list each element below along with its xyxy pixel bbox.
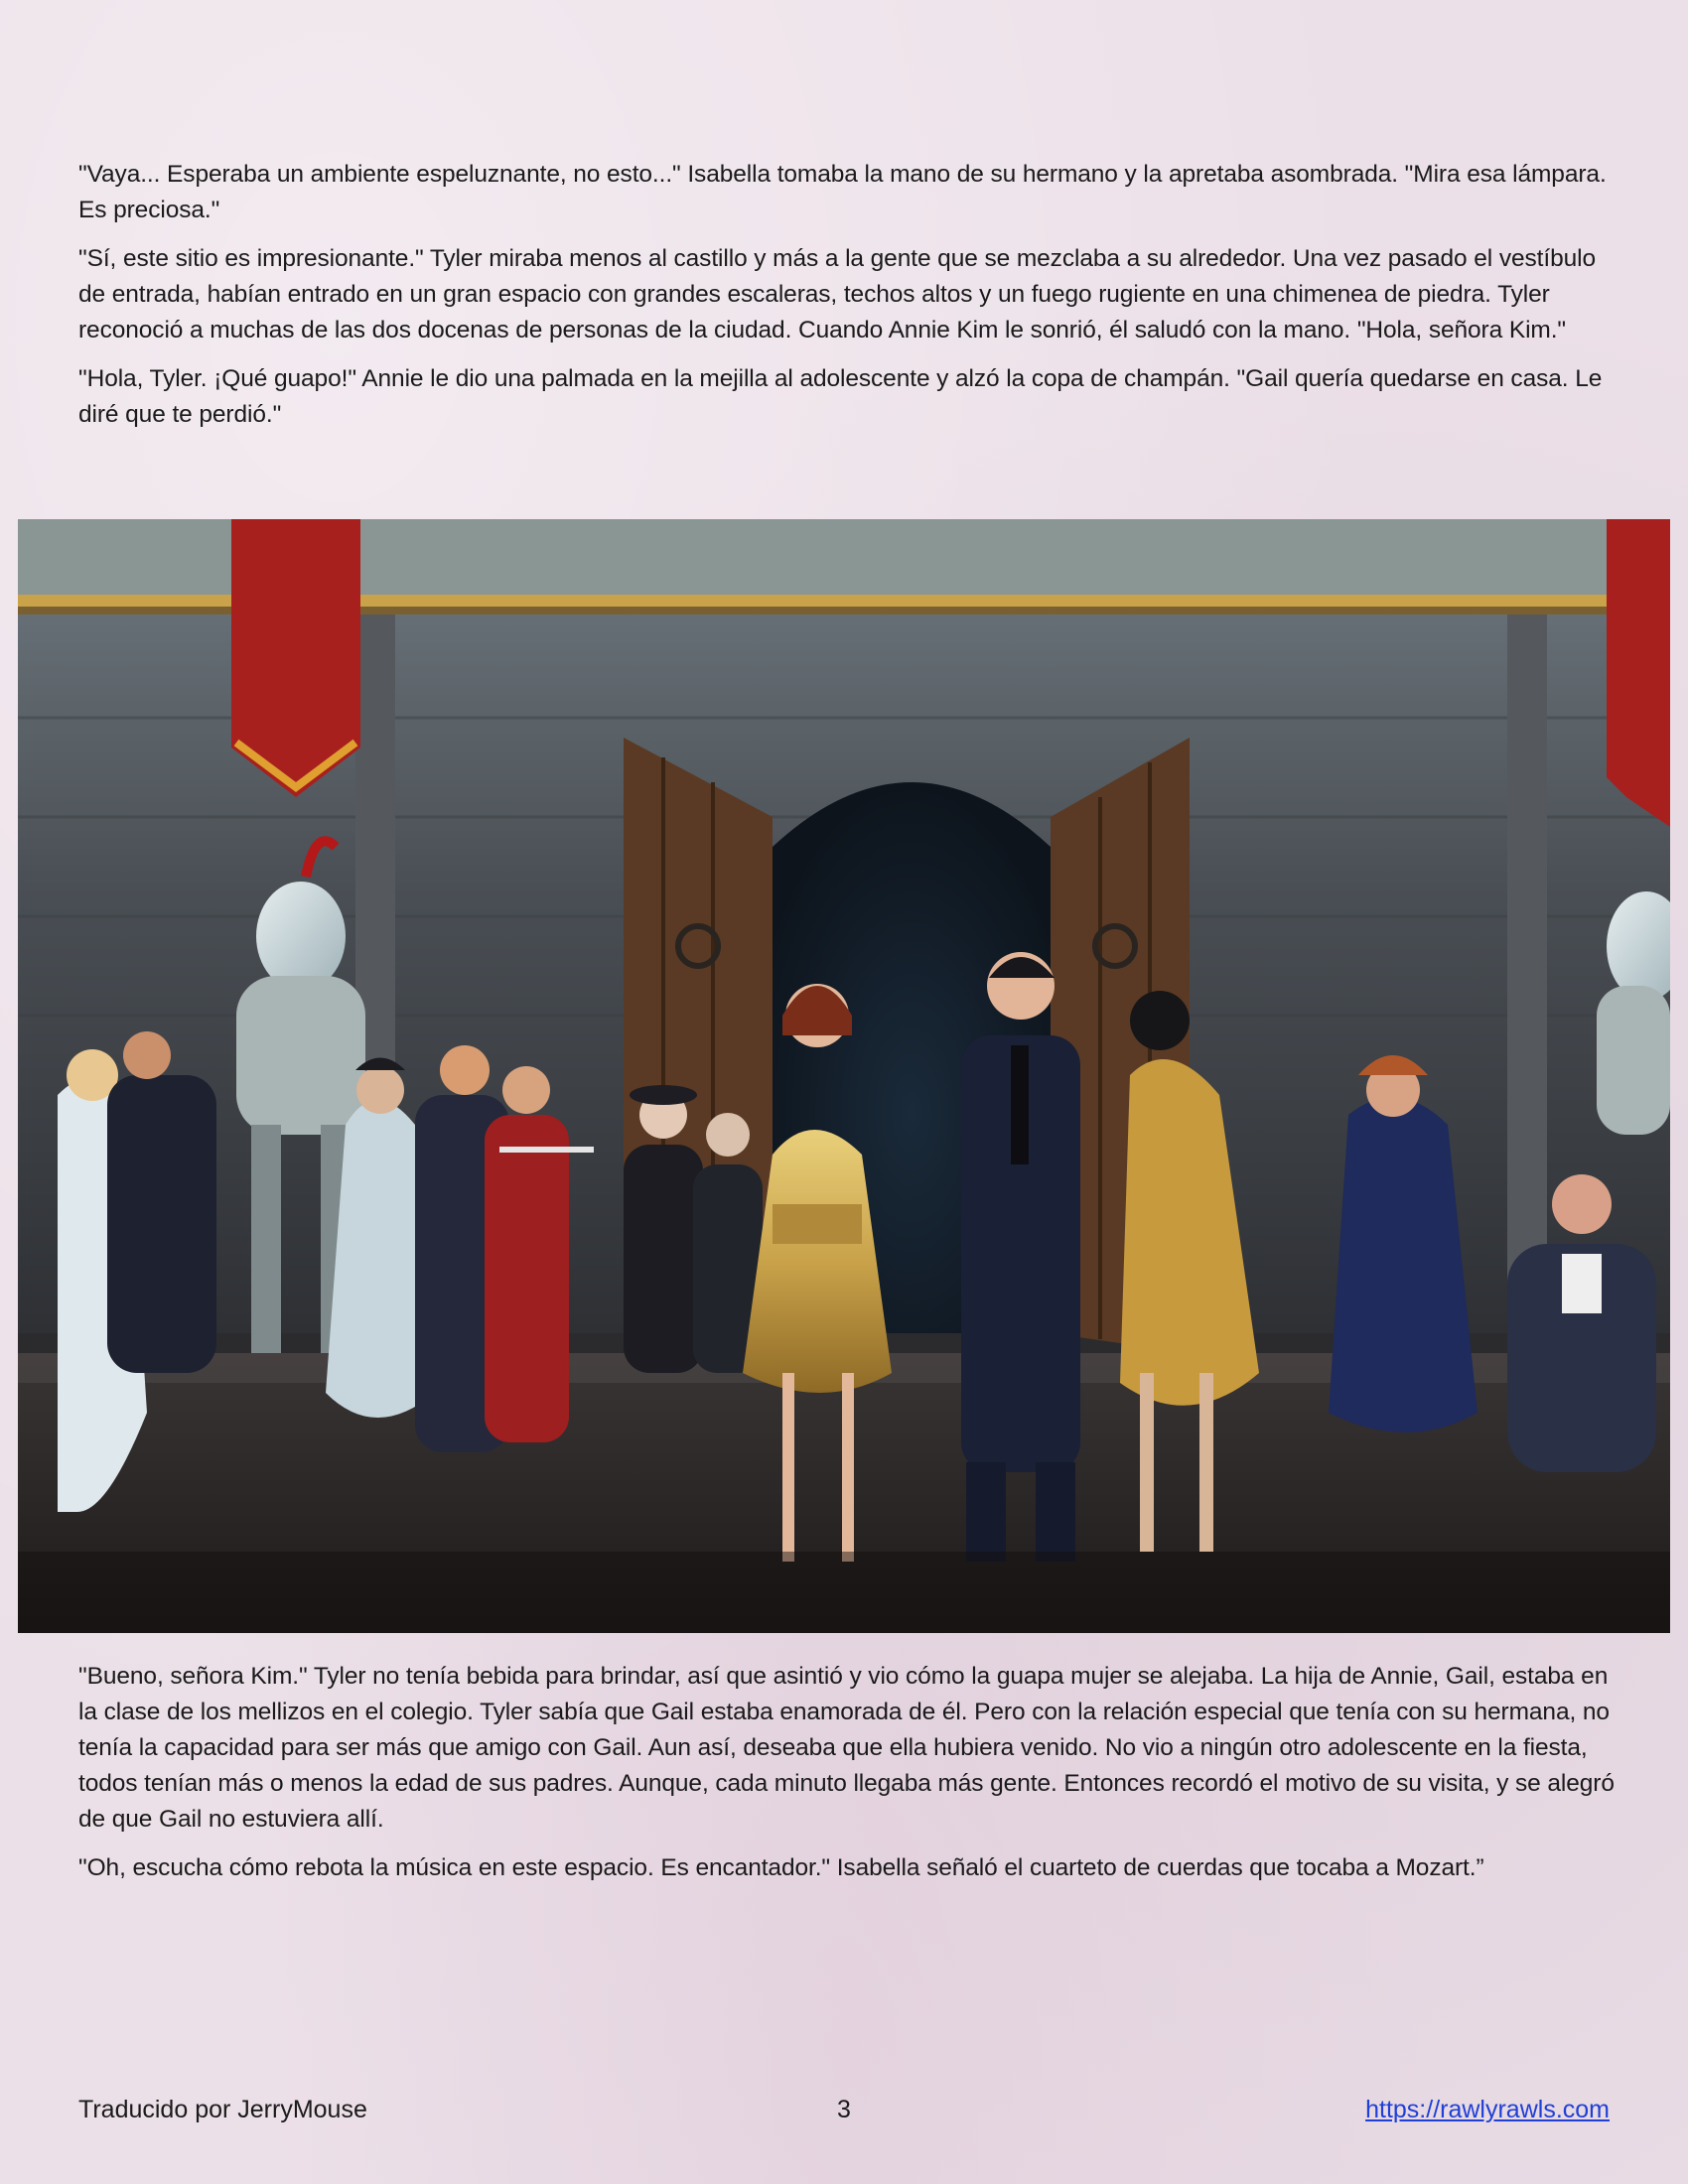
paragraph: "Sí, este sitio es impresionante." Tyler miraba menos al castillo y más a la gente que se mezclaba a su alrededor. Una vez pasado el vestíbulo de entrada, habían entrado en un gran espacio con grandes escaleras, techos altos y un fuego rugiente en una chimenea de piedra. Tyler reconoció a muchas de las dos docenas de personas de la ciudad. Cuando Annie Kim le sonrió, él saludó con la mano. "Hola, señora Kim." — [78, 245, 1596, 343]
page-number: 3 — [837, 2096, 851, 2123]
website-link[interactable]: https://rawlyrawls.com — [1365, 2096, 1610, 2123]
paragraph: "Oh, escucha cómo rebota la música en este espacio. Es encantador." Isabella señaló el cuarteto de cuerdas que tocaba a Mozart.” — [78, 1854, 1484, 1881]
paragraph: "Bueno, señora Kim." Tyler no tenía bebida para brindar, así que asintió y vio cómo la guapa mujer se alejaba. La hija de Annie, Gail, estaba en la clase de los mellizos en el colegio. Tyler sabía que Gail estaba enamorada de él. Pero con la relación especial que tenía con su hermana, no tenía la capacidad para ser más que amigo con Gail. Aun así, deseaba que ella hubiera venido. No vio a ningún otro adolescente en la fiesta, todos tenían más o menos la edad de sus padres. Aunque, cada minuto llegaba más gente. Entonces recordó el motivo de su visita, y se alegró de que Gail no estuviera allí. — [78, 1663, 1615, 1833]
paragraph: "Hola, Tyler. ¡Qué guapo!" Annie le dio una palmada en la mejilla al adolescente y alzó la copa de champán. "Gail quería quedarse en casa. Le diré que te perdió." — [78, 365, 1603, 428]
ballroom-illustration — [18, 519, 1670, 1633]
paragraph: "Vaya... Esperaba un ambiente espeluznante, no esto..." Isabella tomaba la mano de su hermano y la apretaba asombrada. "Mira esa lámpara. Es preciosa." — [78, 161, 1607, 223]
footer-credit: Traducido por JerryMouse — [78, 2096, 367, 2123]
top-text-block — [78, 157, 1616, 446]
bottom-text-block — [78, 1659, 1616, 1899]
